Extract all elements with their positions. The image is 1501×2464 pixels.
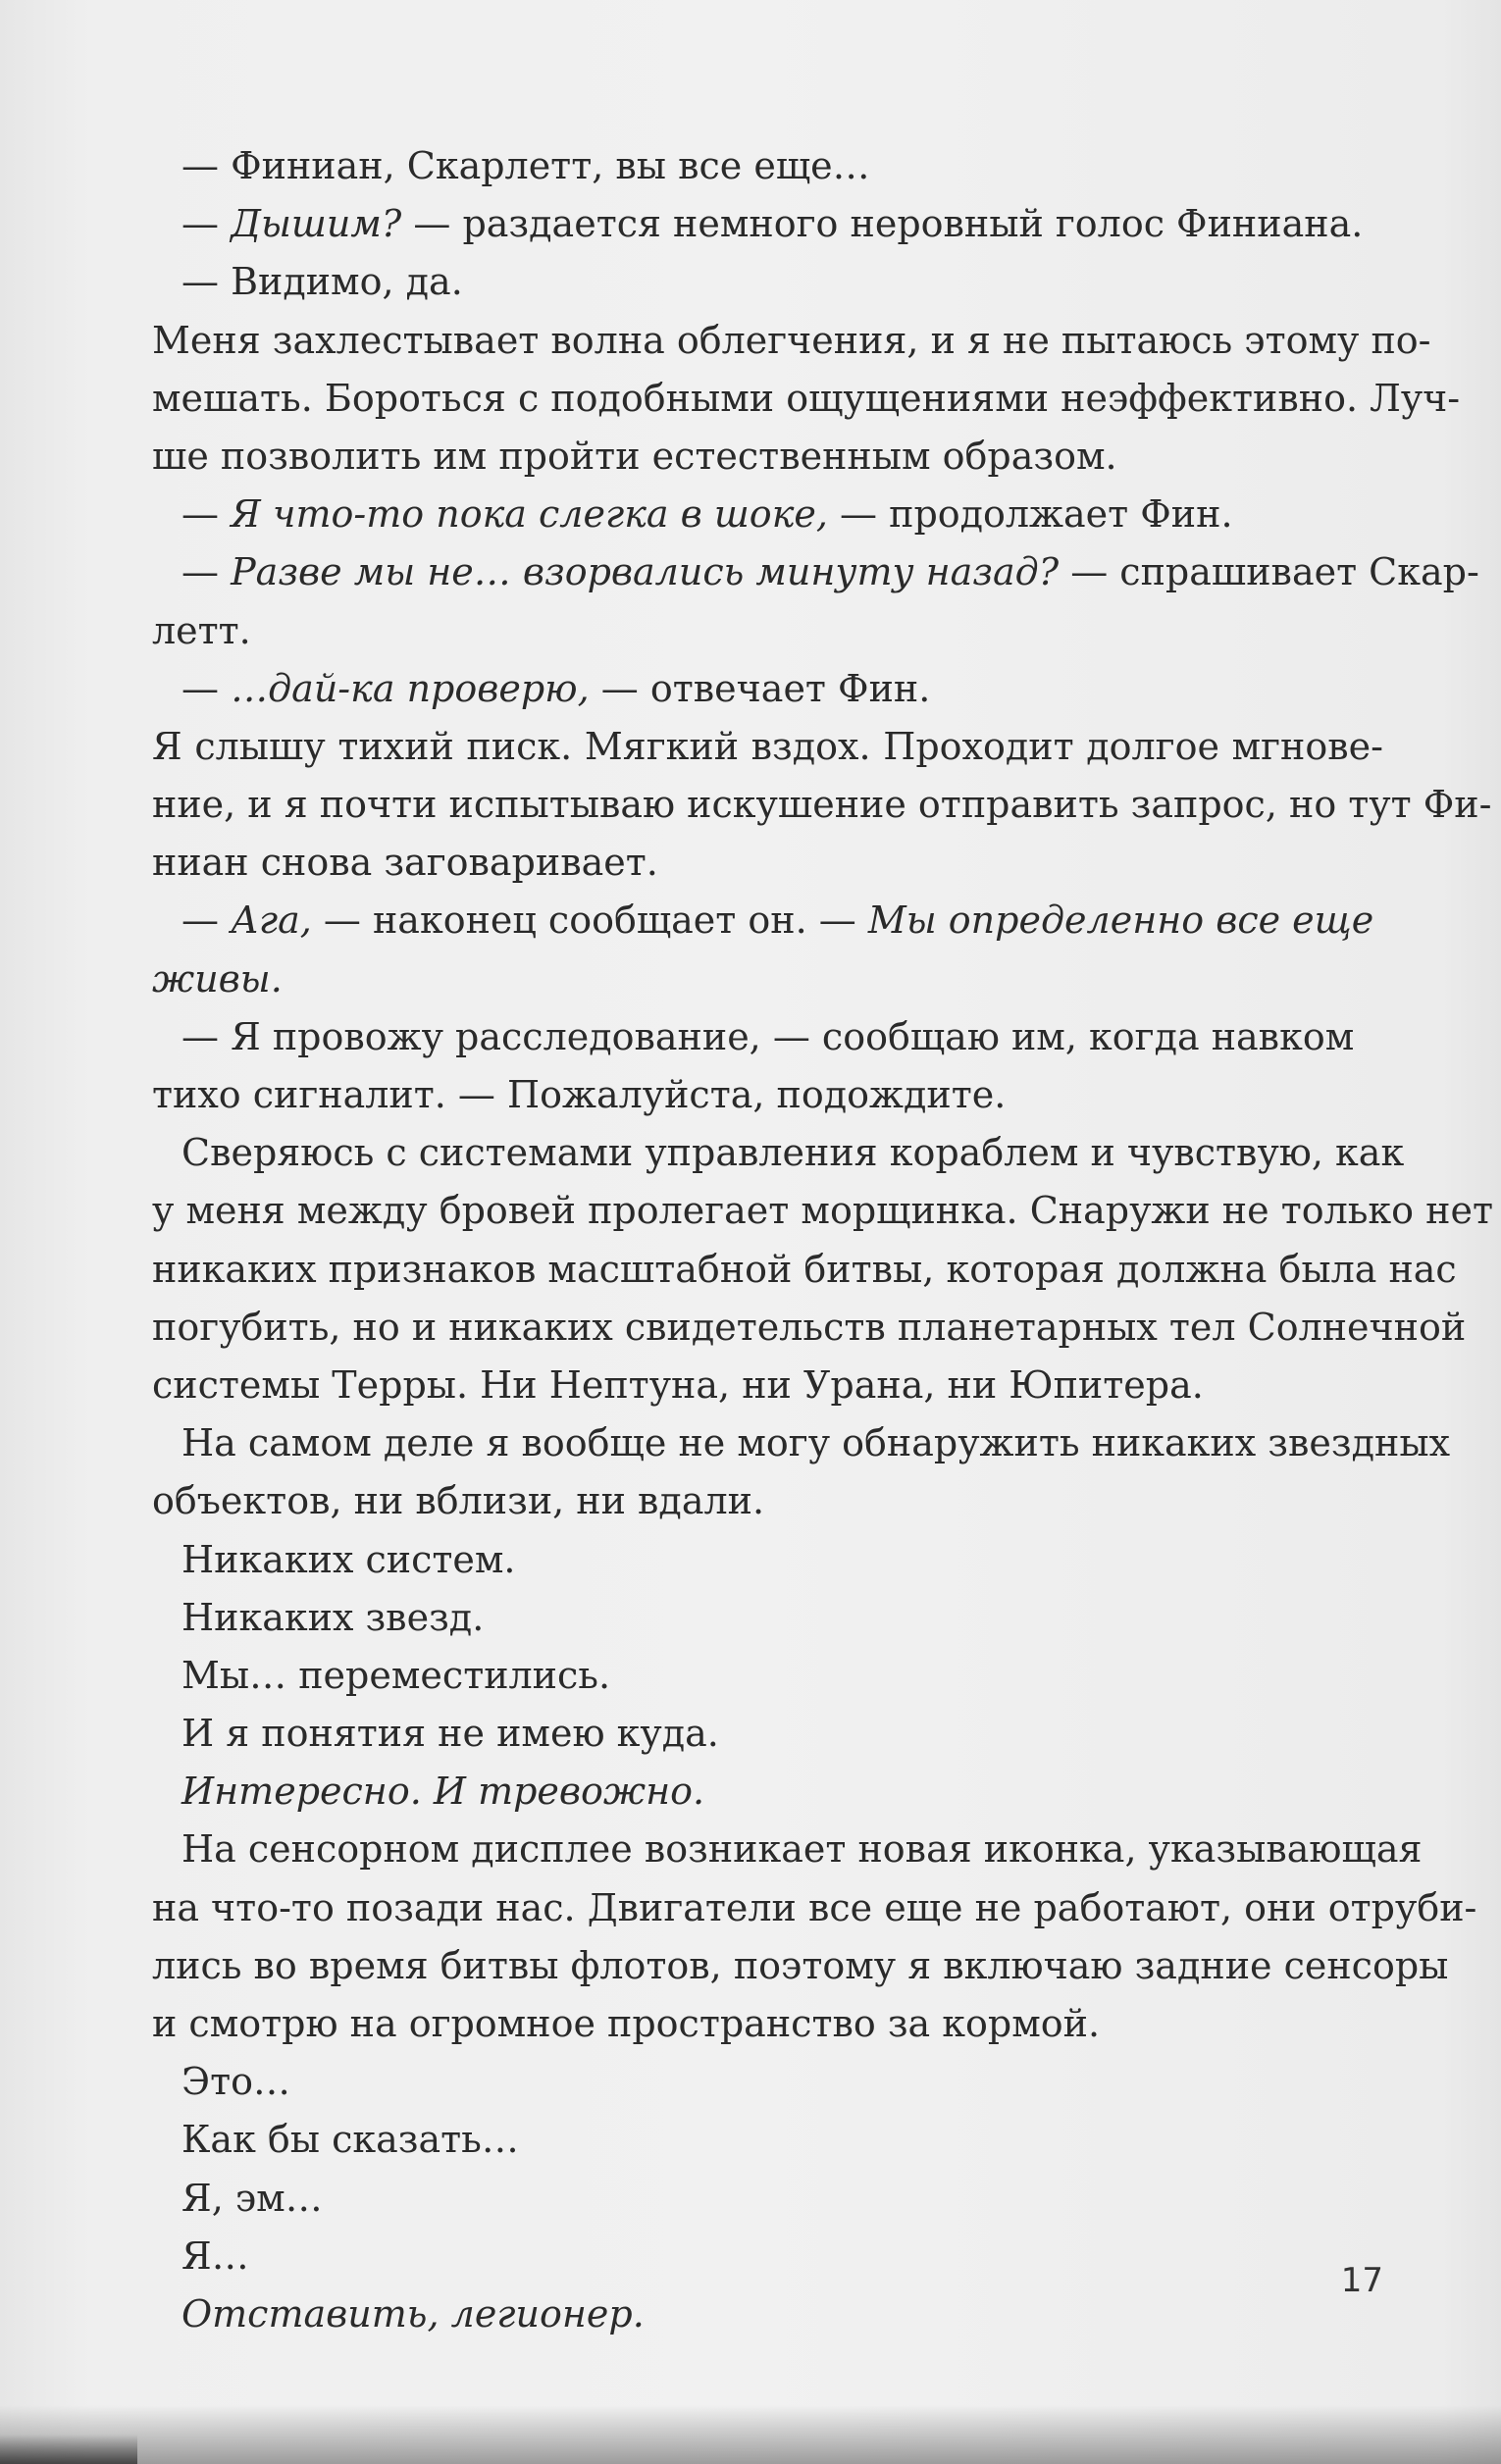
line-text: — Финиан, Скарлетт, вы все еще… [181, 144, 870, 187]
text-line [152, 776, 1492, 834]
page-bottom-shadow [0, 2405, 1501, 2464]
text-line [152, 312, 1431, 370]
text-line [152, 137, 1383, 195]
text-line [152, 602, 1383, 660]
text-line [152, 1066, 1383, 1124]
text-line [152, 1472, 1383, 1530]
line-text: — раздается немного неровный голос Финиана. [401, 202, 1364, 246]
line-text: — [181, 492, 232, 537]
text-line [152, 1589, 1383, 1647]
text-line [152, 1241, 1457, 1299]
line-text: Мы… переместились. [181, 1653, 611, 1697]
line-text: — [181, 202, 232, 246]
line-text: — Я провожу расследование, — сообщаю им, когда навком [181, 1014, 1355, 1058]
text-line [152, 1647, 1383, 1705]
text-line [152, 1299, 1467, 1357]
italic-speech: Разве мы не… взорвались минуту назад? [231, 550, 1060, 594]
text-line [152, 1879, 1477, 1937]
line-text: — Видимо, да. [181, 260, 463, 304]
line-text: объектов, ни вблизи, ни вдали. [152, 1479, 765, 1523]
text-line [152, 1821, 1423, 1878]
page-corner-shadow [0, 2435, 137, 2464]
line-text: Я слышу тихий писк. Мягкий вздох. Проходит долгое мгнове- [152, 724, 1383, 768]
text-line [152, 1531, 1383, 1589]
page-number: 17 [1340, 2261, 1383, 2300]
line-text: Это… [181, 2060, 290, 2104]
italic-speech: …дай-ка проверю, [231, 666, 590, 710]
line-text: ниан снова заговаривает. [152, 841, 658, 885]
line-text: тихо сигналит. — Пожалуйста, подождите. [152, 1073, 1007, 1116]
text-line [152, 370, 1461, 428]
line-text: — спрашивает Скар- [1059, 550, 1479, 594]
line-text: Как бы сказать… [181, 2118, 519, 2162]
italic-speech: Дышим? [231, 202, 402, 246]
line-text: погубить, но и никаких свидетельств планетарных тел Солнечной [152, 1305, 1467, 1349]
italic-speech: Мы определенно все еще [867, 898, 1374, 943]
line-text: на что-то позади нас. Двигатели все еще не работают, они отруби- [152, 1885, 1477, 1929]
text-line [152, 1357, 1383, 1414]
text-line [152, 2111, 1383, 2169]
text-line [152, 950, 1383, 1008]
line-text: ние, и я почти испытываю искушение отправить запрос, но тут Фи- [152, 783, 1492, 827]
text-line [152, 2053, 1383, 2111]
italic-speech: живы. [152, 956, 283, 1001]
line-text: — [181, 550, 232, 594]
text-line [152, 2170, 1383, 2228]
line-text: Никаких звезд. [181, 1595, 485, 1639]
line-text: ше позволить им пройти естественным образом. [152, 434, 1117, 478]
text-line [152, 543, 1479, 601]
text-line [152, 486, 1383, 543]
line-text: И я понятия не имею куда. [181, 1712, 719, 1756]
line-text: Сверяюсь с системами управления кораблем и чувствую, как [181, 1131, 1405, 1175]
text-line [152, 1763, 1383, 1821]
line-text: На сенсорном дисплее возникает новая иконка, указывающая [181, 1827, 1423, 1872]
text-line [152, 428, 1383, 486]
line-text: Никаких систем. [181, 1537, 516, 1581]
text-line [152, 1937, 1449, 1995]
text-line [152, 1705, 1383, 1763]
text-line [152, 1008, 1383, 1066]
italic-speech: Ага, [231, 898, 312, 943]
line-text: и смотрю на огромное пространство за кормой. [152, 2002, 1101, 2045]
line-text: летт. [152, 608, 251, 652]
line-text: мешать. Бороться с подобными ощущениями неэффективно. Луч- [152, 376, 1461, 420]
text-line [152, 718, 1383, 776]
text-line [152, 2228, 1383, 2285]
line-text: — отвечает Фин. [589, 666, 931, 710]
line-text: Я, эм… [181, 2176, 323, 2220]
line-text: Меня захлестывает волна облегчения, и я не пытаюсь этому по- [152, 318, 1431, 362]
text-line [152, 1182, 1493, 1240]
text-line [152, 195, 1383, 253]
text-line [152, 1995, 1383, 2053]
page-text [152, 137, 1493, 2343]
line-text: — наконец сообщает он. — [311, 898, 868, 943]
line-text: — [181, 898, 232, 943]
italic-speech: Я что-то пока слегка в шоке, [231, 492, 828, 537]
line-text: лись во время битвы флотов, поэтому я включаю задние сенсоры [152, 1943, 1449, 1987]
italic-thought: Отставить, легионер. [181, 2291, 645, 2336]
text-line [152, 660, 1383, 718]
line-text: системы Терры. Ни Нептуна, ни Урана, ни Юпитера. [152, 1362, 1204, 1407]
text-line [152, 2285, 1383, 2343]
line-text: никаких признаков масштабной битвы, которая должна была нас [152, 1247, 1457, 1291]
line-text: Я… [181, 2233, 249, 2278]
line-text: — [181, 666, 232, 710]
text-line [152, 892, 1383, 950]
line-text: На самом деле я вообще не могу обнаружить никаких звездных [181, 1421, 1451, 1465]
text-line [152, 1414, 1451, 1472]
line-text: у меня между бровей пролегает морщинка. Снаружи не только нет [152, 1189, 1493, 1233]
text-line [152, 834, 1383, 892]
text-line [152, 1124, 1405, 1182]
italic-thought: Интересно. И тревожно. [181, 1770, 705, 1814]
text-line [152, 253, 1383, 311]
line-text: — продолжает Фин. [827, 492, 1233, 537]
